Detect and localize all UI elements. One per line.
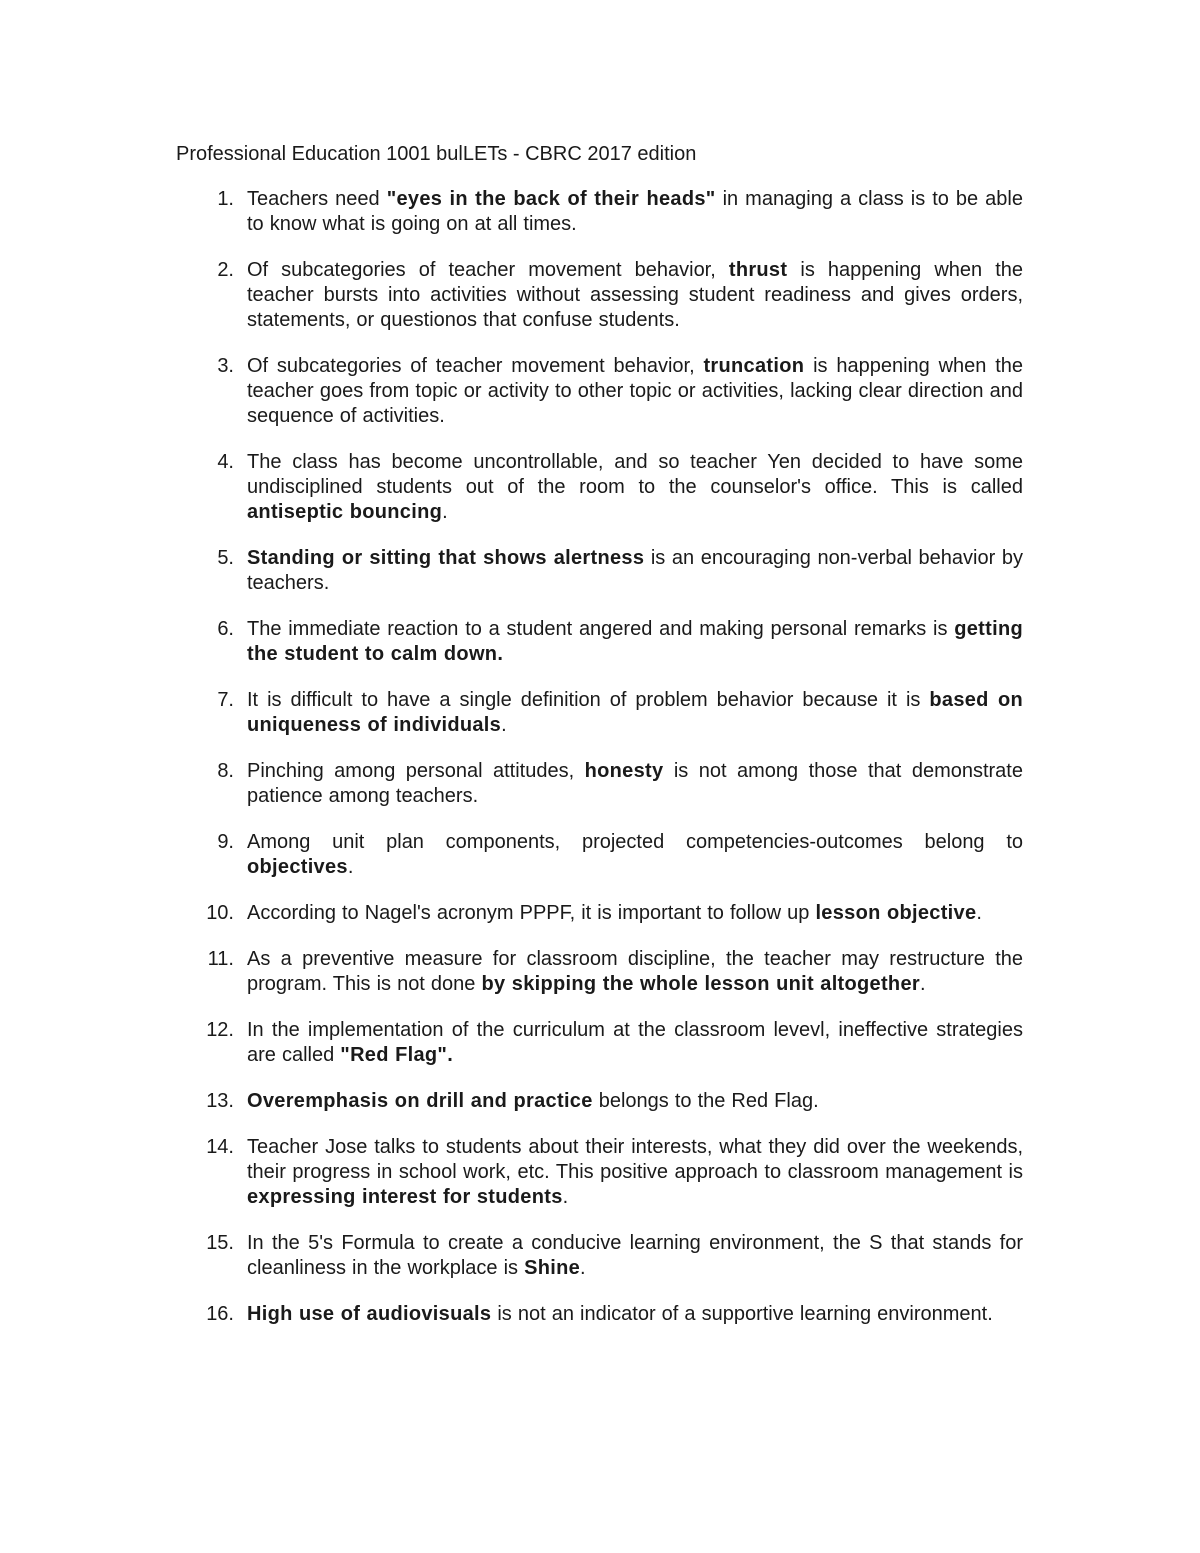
text-segment: The immediate reaction to a student angered and making personal remarks is	[247, 618, 955, 640]
list-item-text	[247, 1089, 1023, 1114]
emphasized-term: antiseptic bouncing	[247, 501, 443, 523]
list-item-number: 8.	[217, 760, 234, 782]
text-segment: is happening when the teacher bursts into activities without assessing student readiness and gives orders, statements, or questionos that confuse students.	[247, 259, 1024, 331]
text-segment: .	[562, 1186, 569, 1208]
list-item-number: 12.	[206, 1019, 234, 1041]
text-segment: Of subcategories of teacher movement behavior,	[247, 259, 729, 281]
list-item-number: 4.	[217, 451, 234, 473]
list-item	[0, 947, 1200, 997]
text-segment: The class has become uncontrollable, and so teacher Yen decided to have some undisciplined students out of the room to the counselor's office. This is called	[247, 451, 1023, 498]
emphasized-term: Standing or sitting that shows alertness	[247, 547, 645, 569]
text-segment: .	[347, 856, 354, 878]
list-item-text	[247, 830, 1023, 880]
text-segment: .	[442, 501, 448, 523]
list-item-text	[247, 947, 1023, 997]
emphasized-term: based on uniqueness of individuals	[247, 689, 1023, 736]
list-item-number: 3.	[217, 355, 234, 377]
numbered-list	[0, 187, 1200, 1348]
emphasized-term: expressing interest for students	[247, 1186, 563, 1208]
list-item	[0, 617, 1200, 667]
text-segment: in managing a class is to be able to know what is going on at all times.	[247, 188, 1023, 235]
list-item-text	[247, 617, 1023, 667]
text-segment: In the implementation of the curriculum at the classroom levevl, ineffective strategies are called	[247, 1019, 1023, 1066]
list-item-number: 5.	[217, 547, 234, 569]
list-item-text	[247, 1231, 1023, 1281]
list-item-number: 16.	[206, 1303, 234, 1325]
text-segment: As a preventive measure for classroom discipline, the teacher may restructure the program. This is not done	[247, 948, 1023, 995]
text-segment: belongs to the Red Flag.	[592, 1090, 819, 1112]
list-item	[0, 187, 1200, 237]
list-item-text	[247, 258, 1023, 333]
list-item	[0, 759, 1200, 809]
list-item-number: 11.	[207, 948, 234, 970]
emphasized-term: Overemphasis on drill and practice	[247, 1090, 593, 1112]
text-segment: .	[580, 1257, 586, 1279]
list-item-text	[247, 354, 1023, 429]
list-item	[0, 1089, 1200, 1114]
list-item	[0, 830, 1200, 880]
emphasized-term: thrust	[728, 259, 788, 281]
emphasized-term: getting the student to calm down.	[247, 618, 1023, 665]
list-item	[0, 1302, 1200, 1327]
text-segment: is not among those that demonstrate patience among teachers.	[247, 760, 1023, 807]
text-segment: is an encouraging non-verbal behavior by teachers.	[247, 547, 1023, 594]
list-item	[0, 688, 1200, 738]
list-item-text	[247, 759, 1023, 809]
text-segment: is happening when the teacher goes from topic or activity to other topic or activities, lacking clear direction and sequence of activities.	[247, 355, 1024, 427]
list-item	[0, 546, 1200, 596]
document-title: Professional Education 1001 bulLETs - CBRC 2017 edition	[176, 143, 697, 165]
emphasized-term: objectives	[247, 856, 348, 878]
list-item-number: 14.	[206, 1136, 234, 1158]
text-segment: Teacher Jose talks to students about their interests, what they did over the weekends, their progress in school work, etc. This positive approach to classroom management is	[247, 1136, 1023, 1183]
list-item-number: 1.	[217, 188, 234, 210]
list-item-text	[247, 187, 1023, 237]
list-item-number: 13.	[206, 1090, 234, 1112]
emphasized-term: honesty	[584, 760, 664, 782]
list-item-text	[247, 901, 1023, 926]
text-segment: According to Nagel's acronym PPPF, it is important to follow up	[247, 902, 816, 924]
text-segment: Pinching among personal attitudes,	[247, 760, 585, 782]
emphasized-term: Shine	[524, 1257, 581, 1279]
emphasized-term: by skipping the whole lesson unit altogether	[481, 973, 920, 995]
text-segment: .	[976, 902, 982, 924]
list-item-text	[247, 1018, 1023, 1068]
list-item-number: 10.	[206, 902, 234, 924]
list-item	[0, 1231, 1200, 1281]
text-segment: In the 5's Formula to create a conducive learning environment, the S that stands for cleanliness in the workplace is	[247, 1232, 1023, 1279]
list-item	[0, 258, 1200, 333]
emphasized-term: "Red Flag".	[340, 1044, 454, 1066]
list-item-number: 15.	[206, 1232, 234, 1254]
list-item-text	[247, 1135, 1023, 1210]
list-item-number: 7.	[217, 689, 234, 711]
text-segment: Of subcategories of teacher movement behavior,	[247, 355, 704, 377]
text-segment: is not an indicator of a supportive learning environment.	[491, 1303, 993, 1325]
list-item	[0, 1018, 1200, 1068]
emphasized-term: "eyes in the back of their heads"	[386, 188, 716, 210]
list-item-text	[247, 450, 1023, 525]
text-segment: It is difficult to have a single definition of problem behavior because it is	[247, 689, 930, 711]
text-segment: .	[501, 714, 507, 736]
list-item-text	[247, 546, 1023, 596]
list-item	[0, 450, 1200, 525]
emphasized-term: truncation	[703, 355, 805, 377]
list-item-number: 6.	[217, 618, 234, 640]
text-segment: .	[919, 973, 926, 995]
text-segment: Among unit plan components, projected competencies-outcomes belong to	[247, 831, 1023, 853]
list-item-text	[247, 1302, 1023, 1327]
emphasized-term: lesson objective	[815, 902, 977, 924]
emphasized-term: High use of audiovisuals	[247, 1303, 492, 1325]
list-item	[0, 901, 1200, 926]
list-item-text	[247, 688, 1023, 738]
list-item	[0, 1135, 1200, 1210]
list-item-number: 2.	[217, 259, 234, 281]
list-item	[0, 354, 1200, 429]
list-item-number: 9.	[217, 831, 234, 853]
text-segment: Teachers need	[247, 188, 387, 210]
